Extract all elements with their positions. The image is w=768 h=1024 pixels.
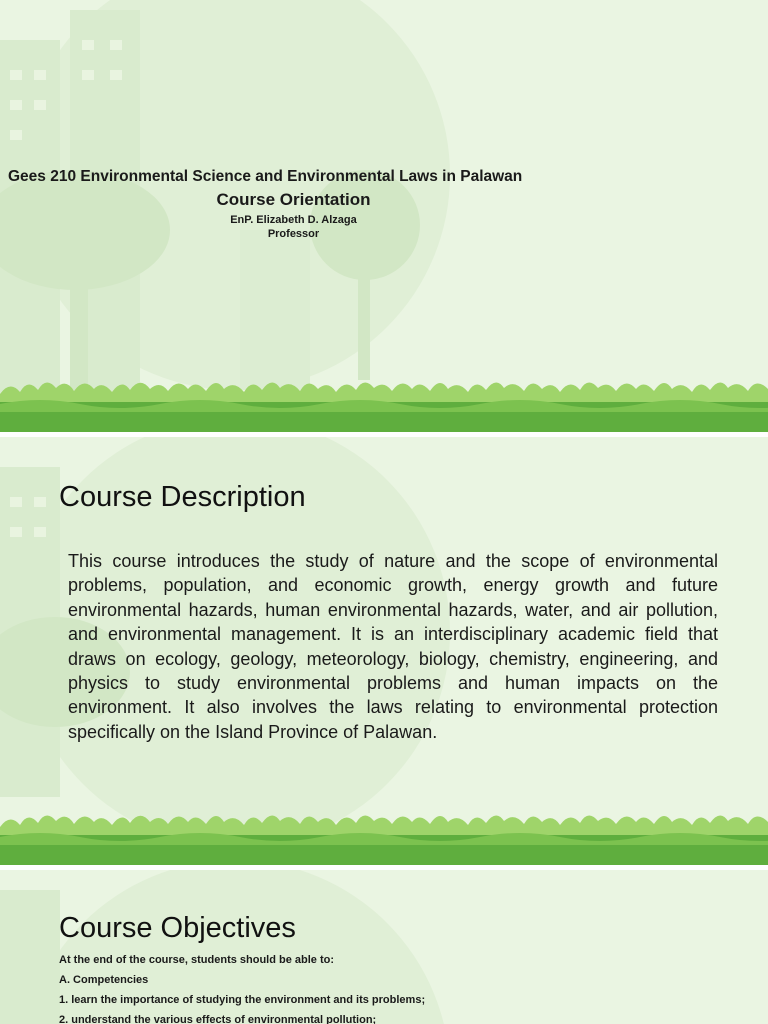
building-window [34, 497, 46, 507]
grass-border [0, 805, 768, 865]
slide-title [0, 0, 768, 432]
course-description-paragraph: This course introduces the study of nature and the scope of environmental problems, population, and economic growth, energy growth and future environmental hazards, human environmental hazards, water, and air pollution, and environmental management. It is an interdisciplinary academic field that draws on ecology, geology, meteorology, biology, chemistry, engineering, and physics to study environmental problems and human impacts on the environment. It also involves the laws relating to environmental protection specifically on the Island Province of Palawan. [68, 551, 718, 742]
building-window [10, 497, 22, 507]
tree-trunk [358, 270, 370, 380]
list-item: At the end of the course, students should be able to: [59, 954, 335, 966]
list-item: A. Competencies [59, 974, 149, 986]
instructor-name: EnP. Elizabeth D. Alzaga [230, 214, 357, 226]
building-window [10, 130, 22, 140]
course-description-heading: Course Description [59, 481, 306, 513]
building-window [82, 70, 94, 80]
building-window [34, 527, 46, 537]
background-building [0, 890, 60, 1024]
list-item: 2. understand the various effects of environmental pollution; [59, 1014, 377, 1024]
slide-course-objectives [0, 870, 768, 1024]
building-window [110, 40, 122, 50]
building-window [110, 70, 122, 80]
building-window [34, 100, 46, 110]
list-item: 1. learn the importance of studying the environment and its problems; [59, 994, 426, 1006]
instructor-role: Professor [267, 228, 320, 240]
course-orientation-subtitle: Course Orientation [216, 190, 371, 209]
grass-border [0, 372, 768, 432]
building-window [82, 40, 94, 50]
course-title: Gees 210 Environmental Science and Environmental Laws in Palawan [8, 168, 523, 185]
background-building [240, 230, 310, 390]
building-window [10, 70, 22, 80]
slide-course-description [0, 437, 768, 865]
building-window [10, 100, 22, 110]
building-window [10, 527, 22, 537]
building-window [34, 70, 46, 80]
objectives-list [59, 950, 739, 1024]
course-objectives-heading: Course Objectives [59, 912, 296, 944]
